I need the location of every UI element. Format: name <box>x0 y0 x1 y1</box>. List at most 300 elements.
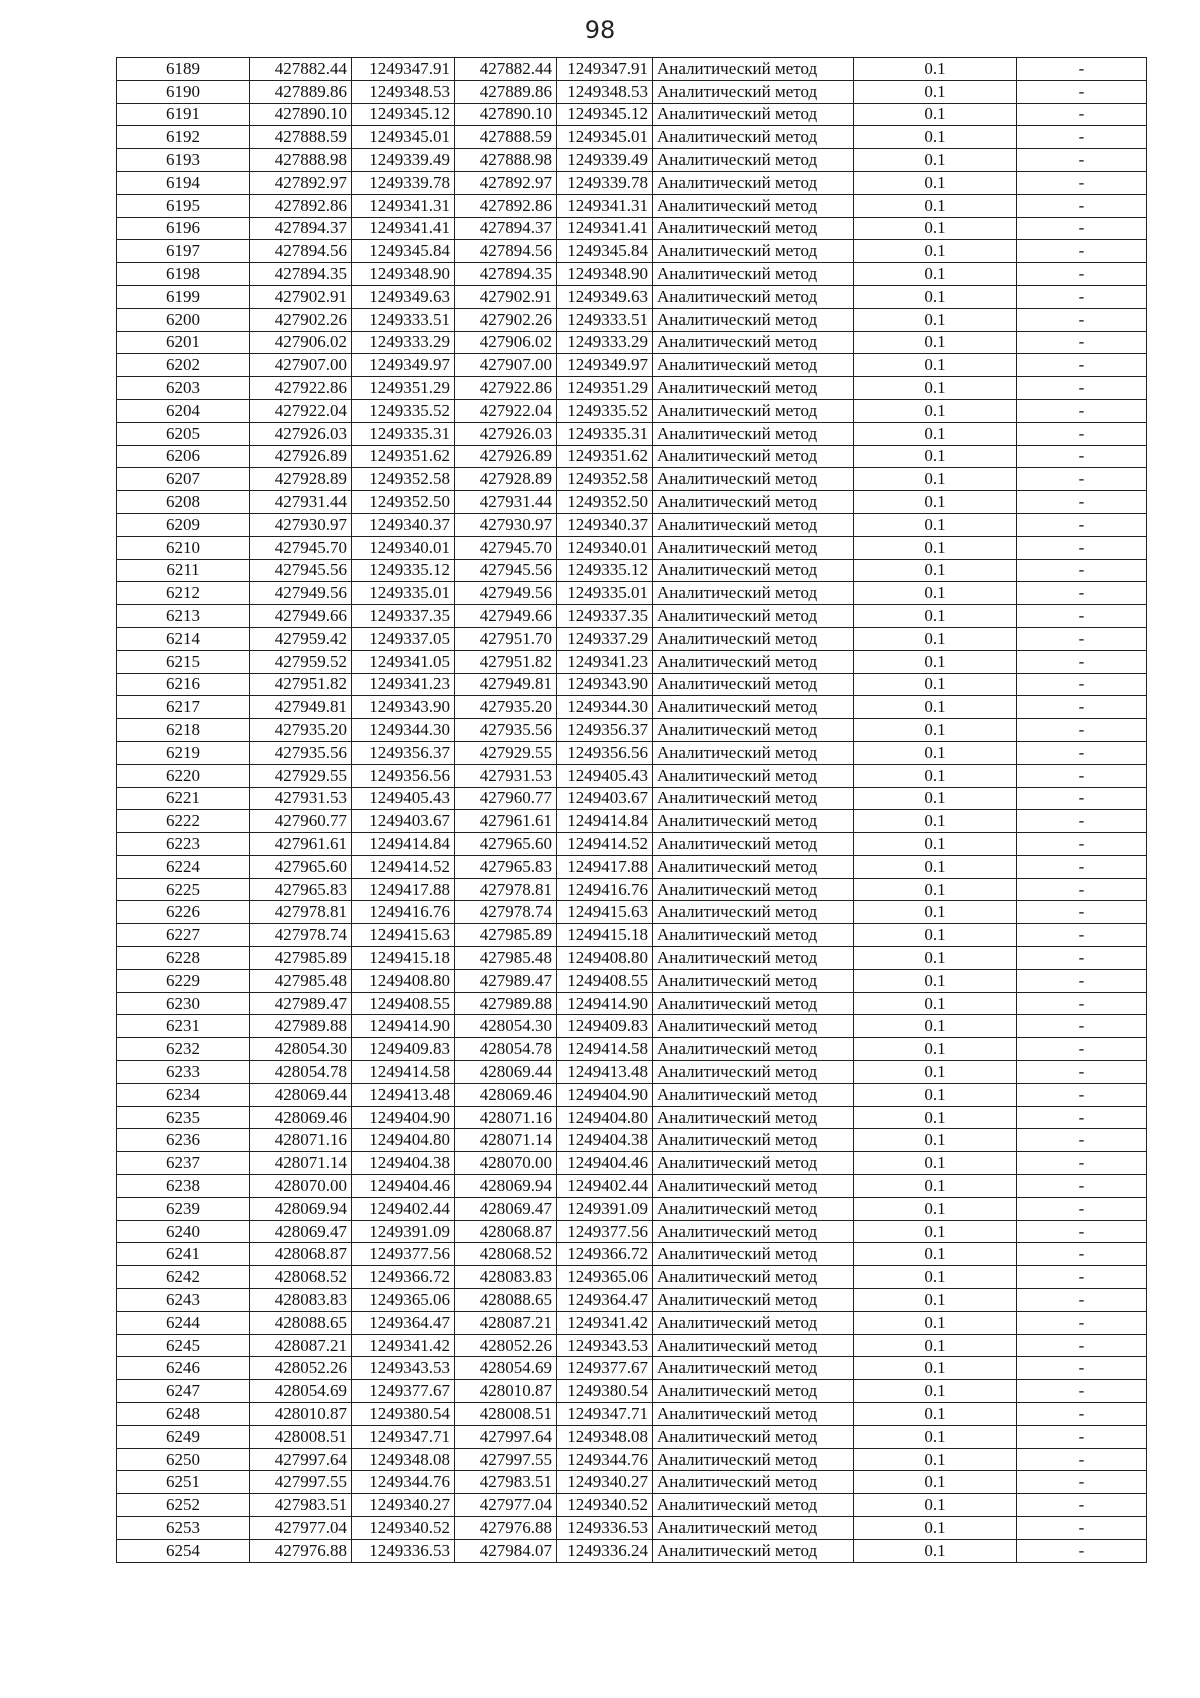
y-new-cell: 1249408.80 <box>557 947 653 970</box>
x-new-cell: 428054.30 <box>455 1015 557 1038</box>
y-old-cell: 1249341.31 <box>352 194 455 217</box>
x-old-cell: 427889.86 <box>250 80 352 103</box>
x-old-cell: 428088.65 <box>250 1311 352 1334</box>
note-cell: - <box>1017 1357 1147 1380</box>
x-old-cell: 427945.70 <box>250 536 352 559</box>
point-number-cell: 6209 <box>117 513 250 536</box>
method-cell: Аналитический метод <box>653 103 854 126</box>
x-old-cell: 427978.74 <box>250 924 352 947</box>
method-cell: Аналитический метод <box>653 80 854 103</box>
y-old-cell: 1249414.52 <box>352 855 455 878</box>
y-new-cell: 1249343.90 <box>557 673 653 696</box>
accuracy-cell: 0.1 <box>854 1448 1017 1471</box>
method-cell: Аналитический метод <box>653 217 854 240</box>
x-old-cell: 427985.48 <box>250 969 352 992</box>
y-new-cell: 1249405.43 <box>557 764 653 787</box>
note-cell: - <box>1017 582 1147 605</box>
y-old-cell: 1249352.50 <box>352 491 455 514</box>
table-row <box>117 787 1147 810</box>
point-number-cell: 6207 <box>117 468 250 491</box>
y-new-cell: 1249413.48 <box>557 1061 653 1084</box>
y-old-cell: 1249402.44 <box>352 1197 455 1220</box>
y-new-cell: 1249404.38 <box>557 1129 653 1152</box>
x-new-cell: 427985.89 <box>455 924 557 947</box>
y-new-cell: 1249377.56 <box>557 1220 653 1243</box>
note-cell: - <box>1017 1334 1147 1357</box>
note-cell: - <box>1017 947 1147 970</box>
table-row <box>117 308 1147 331</box>
table-row <box>117 1289 1147 1312</box>
point-number-cell: 6197 <box>117 240 250 263</box>
y-old-cell: 1249337.05 <box>352 627 455 650</box>
x-new-cell: 427965.60 <box>455 833 557 856</box>
y-old-cell: 1249415.63 <box>352 924 455 947</box>
x-new-cell: 427907.00 <box>455 354 557 377</box>
point-number-cell: 6223 <box>117 833 250 856</box>
note-cell: - <box>1017 149 1147 172</box>
table-row <box>117 445 1147 468</box>
y-new-cell: 1249417.88 <box>557 855 653 878</box>
method-cell: Аналитический метод <box>653 1038 854 1061</box>
table-row <box>117 719 1147 742</box>
table-row <box>117 1220 1147 1243</box>
y-old-cell: 1249347.91 <box>352 58 455 81</box>
x-old-cell: 427882.44 <box>250 58 352 81</box>
y-new-cell: 1249391.09 <box>557 1197 653 1220</box>
note-cell: - <box>1017 650 1147 673</box>
table-row <box>117 741 1147 764</box>
x-new-cell: 428054.78 <box>455 1038 557 1061</box>
method-cell: Аналитический метод <box>653 650 854 673</box>
accuracy-cell: 0.1 <box>854 627 1017 650</box>
x-new-cell: 428052.26 <box>455 1334 557 1357</box>
x-old-cell: 428069.46 <box>250 1106 352 1129</box>
method-cell: Аналитический метод <box>653 1266 854 1289</box>
x-old-cell: 427965.83 <box>250 878 352 901</box>
x-old-cell: 428054.78 <box>250 1061 352 1084</box>
method-cell: Аналитический метод <box>653 673 854 696</box>
y-old-cell: 1249348.90 <box>352 263 455 286</box>
table-row <box>117 878 1147 901</box>
point-number-cell: 6245 <box>117 1334 250 1357</box>
y-old-cell: 1249345.01 <box>352 126 455 149</box>
y-old-cell: 1249352.58 <box>352 468 455 491</box>
note-cell: - <box>1017 1220 1147 1243</box>
note-cell: - <box>1017 1403 1147 1426</box>
point-number-cell: 6251 <box>117 1471 250 1494</box>
note-cell: - <box>1017 627 1147 650</box>
accuracy-cell: 0.1 <box>854 1175 1017 1198</box>
y-new-cell: 1249409.83 <box>557 1015 653 1038</box>
method-cell: Аналитический метод <box>653 764 854 787</box>
y-new-cell: 1249404.90 <box>557 1083 653 1106</box>
method-cell: Аналитический метод <box>653 536 854 559</box>
point-number-cell: 6206 <box>117 445 250 468</box>
note-cell: - <box>1017 1197 1147 1220</box>
x-new-cell: 428054.69 <box>455 1357 557 1380</box>
accuracy-cell: 0.1 <box>854 810 1017 833</box>
point-number-cell: 6249 <box>117 1425 250 1448</box>
point-number-cell: 6244 <box>117 1311 250 1334</box>
y-old-cell: 1249414.58 <box>352 1061 455 1084</box>
note-cell: - <box>1017 263 1147 286</box>
y-new-cell: 1249366.72 <box>557 1243 653 1266</box>
y-old-cell: 1249340.52 <box>352 1517 455 1540</box>
accuracy-cell: 0.1 <box>854 217 1017 240</box>
x-old-cell: 427961.61 <box>250 833 352 856</box>
y-new-cell: 1249416.76 <box>557 878 653 901</box>
x-old-cell: 427894.37 <box>250 217 352 240</box>
y-new-cell: 1249414.52 <box>557 833 653 856</box>
x-old-cell: 427926.03 <box>250 422 352 445</box>
y-new-cell: 1249348.90 <box>557 263 653 286</box>
accuracy-cell: 0.1 <box>854 719 1017 742</box>
y-old-cell: 1249351.62 <box>352 445 455 468</box>
accuracy-cell: 0.1 <box>854 559 1017 582</box>
accuracy-cell: 0.1 <box>854 1220 1017 1243</box>
point-number-cell: 6254 <box>117 1539 250 1562</box>
y-old-cell: 1249345.84 <box>352 240 455 263</box>
y-new-cell: 1249344.76 <box>557 1448 653 1471</box>
table-row <box>117 103 1147 126</box>
note-cell: - <box>1017 1517 1147 1540</box>
y-new-cell: 1249380.54 <box>557 1380 653 1403</box>
method-cell: Аналитический метод <box>653 559 854 582</box>
accuracy-cell: 0.1 <box>854 741 1017 764</box>
method-cell: Аналитический метод <box>653 422 854 445</box>
method-cell: Аналитический метод <box>653 445 854 468</box>
accuracy-cell: 0.1 <box>854 103 1017 126</box>
x-new-cell: 427931.44 <box>455 491 557 514</box>
x-old-cell: 428069.94 <box>250 1197 352 1220</box>
accuracy-cell: 0.1 <box>854 1197 1017 1220</box>
y-old-cell: 1249339.78 <box>352 171 455 194</box>
page-number: 98 <box>584 16 616 44</box>
y-old-cell: 1249343.53 <box>352 1357 455 1380</box>
method-cell: Аналитический метод <box>653 627 854 650</box>
note-cell: - <box>1017 764 1147 787</box>
table-row <box>117 650 1147 673</box>
y-new-cell: 1249341.23 <box>557 650 653 673</box>
table-row <box>117 377 1147 400</box>
method-cell: Аналитический метод <box>653 1083 854 1106</box>
accuracy-cell: 0.1 <box>854 1152 1017 1175</box>
y-new-cell: 1249414.58 <box>557 1038 653 1061</box>
x-old-cell: 427931.44 <box>250 491 352 514</box>
method-cell: Аналитический метод <box>653 1220 854 1243</box>
table-row <box>117 1175 1147 1198</box>
point-number-cell: 6190 <box>117 80 250 103</box>
method-cell: Аналитический метод <box>653 1334 854 1357</box>
accuracy-cell: 0.1 <box>854 331 1017 354</box>
y-old-cell: 1249414.84 <box>352 833 455 856</box>
method-cell: Аналитический метод <box>653 263 854 286</box>
method-cell: Аналитический метод <box>653 1539 854 1562</box>
table-row <box>117 1448 1147 1471</box>
note-cell: - <box>1017 1471 1147 1494</box>
note-cell: - <box>1017 536 1147 559</box>
method-cell: Аналитический метод <box>653 833 854 856</box>
y-old-cell: 1249417.88 <box>352 878 455 901</box>
accuracy-cell: 0.1 <box>854 399 1017 422</box>
table-row <box>117 810 1147 833</box>
y-old-cell: 1249335.52 <box>352 399 455 422</box>
table-row <box>117 855 1147 878</box>
note-cell: - <box>1017 1129 1147 1152</box>
accuracy-cell: 0.1 <box>854 833 1017 856</box>
point-number-cell: 6198 <box>117 263 250 286</box>
y-old-cell: 1249340.27 <box>352 1494 455 1517</box>
accuracy-cell: 0.1 <box>854 696 1017 719</box>
x-new-cell: 428069.46 <box>455 1083 557 1106</box>
x-old-cell: 427989.47 <box>250 992 352 1015</box>
point-number-cell: 6241 <box>117 1243 250 1266</box>
y-old-cell: 1249333.29 <box>352 331 455 354</box>
point-number-cell: 6226 <box>117 901 250 924</box>
note-cell: - <box>1017 1425 1147 1448</box>
x-old-cell: 427945.56 <box>250 559 352 582</box>
point-number-cell: 6193 <box>117 149 250 172</box>
x-old-cell: 427989.88 <box>250 1015 352 1038</box>
point-number-cell: 6191 <box>117 103 250 126</box>
y-old-cell: 1249409.83 <box>352 1038 455 1061</box>
accuracy-cell: 0.1 <box>854 285 1017 308</box>
point-number-cell: 6230 <box>117 992 250 1015</box>
table-row <box>117 1517 1147 1540</box>
table-row <box>117 1129 1147 1152</box>
y-old-cell: 1249341.23 <box>352 673 455 696</box>
table-row <box>117 992 1147 1015</box>
table-row <box>117 559 1147 582</box>
method-cell: Аналитический метод <box>653 719 854 742</box>
x-old-cell: 427951.82 <box>250 673 352 696</box>
point-number-cell: 6238 <box>117 1175 250 1198</box>
x-new-cell: 427949.66 <box>455 605 557 628</box>
accuracy-cell: 0.1 <box>854 787 1017 810</box>
accuracy-cell: 0.1 <box>854 1425 1017 1448</box>
x-new-cell: 427951.82 <box>455 650 557 673</box>
x-new-cell: 427888.98 <box>455 149 557 172</box>
x-old-cell: 428008.51 <box>250 1425 352 1448</box>
point-number-cell: 6236 <box>117 1129 250 1152</box>
x-old-cell: 427959.52 <box>250 650 352 673</box>
y-old-cell: 1249347.71 <box>352 1425 455 1448</box>
method-cell: Аналитический метод <box>653 149 854 172</box>
x-old-cell: 427985.89 <box>250 947 352 970</box>
y-new-cell: 1249364.47 <box>557 1289 653 1312</box>
method-cell: Аналитический метод <box>653 491 854 514</box>
accuracy-cell: 0.1 <box>854 1015 1017 1038</box>
y-old-cell: 1249340.37 <box>352 513 455 536</box>
accuracy-cell: 0.1 <box>854 513 1017 536</box>
accuracy-cell: 0.1 <box>854 855 1017 878</box>
x-new-cell: 428068.87 <box>455 1220 557 1243</box>
y-new-cell: 1249339.78 <box>557 171 653 194</box>
x-old-cell: 428054.30 <box>250 1038 352 1061</box>
method-cell: Аналитический метод <box>653 58 854 81</box>
table-row <box>117 399 1147 422</box>
y-new-cell: 1249343.53 <box>557 1334 653 1357</box>
accuracy-cell: 0.1 <box>854 582 1017 605</box>
method-cell: Аналитический метод <box>653 1175 854 1198</box>
x-new-cell: 427985.48 <box>455 947 557 970</box>
method-cell: Аналитический метод <box>653 1403 854 1426</box>
y-old-cell: 1249408.80 <box>352 969 455 992</box>
x-new-cell: 428088.65 <box>455 1289 557 1312</box>
method-cell: Аналитический метод <box>653 741 854 764</box>
point-number-cell: 6215 <box>117 650 250 673</box>
note-cell: - <box>1017 878 1147 901</box>
point-number-cell: 6248 <box>117 1403 250 1426</box>
x-old-cell: 428068.52 <box>250 1266 352 1289</box>
note-cell: - <box>1017 513 1147 536</box>
accuracy-cell: 0.1 <box>854 1038 1017 1061</box>
y-new-cell: 1249414.90 <box>557 992 653 1015</box>
note-cell: - <box>1017 810 1147 833</box>
table-row <box>117 1197 1147 1220</box>
y-old-cell: 1249344.30 <box>352 719 455 742</box>
table-row <box>117 1494 1147 1517</box>
note-cell: - <box>1017 992 1147 1015</box>
x-old-cell: 427949.66 <box>250 605 352 628</box>
note-cell: - <box>1017 399 1147 422</box>
accuracy-cell: 0.1 <box>854 1083 1017 1106</box>
y-old-cell: 1249337.35 <box>352 605 455 628</box>
y-new-cell: 1249349.97 <box>557 354 653 377</box>
note-cell: - <box>1017 1061 1147 1084</box>
note-cell: - <box>1017 605 1147 628</box>
point-number-cell: 6221 <box>117 787 250 810</box>
y-old-cell: 1249404.90 <box>352 1106 455 1129</box>
y-new-cell: 1249340.01 <box>557 536 653 559</box>
y-new-cell: 1249349.63 <box>557 285 653 308</box>
x-old-cell: 427892.97 <box>250 171 352 194</box>
method-cell: Аналитический метод <box>653 377 854 400</box>
table-row <box>117 1061 1147 1084</box>
table-row <box>117 1425 1147 1448</box>
point-number-cell: 6232 <box>117 1038 250 1061</box>
table-row <box>117 1311 1147 1334</box>
method-cell: Аналитический метод <box>653 947 854 970</box>
accuracy-cell: 0.1 <box>854 947 1017 970</box>
x-new-cell: 427961.61 <box>455 810 557 833</box>
x-new-cell: 427906.02 <box>455 331 557 354</box>
accuracy-cell: 0.1 <box>854 126 1017 149</box>
method-cell: Аналитический метод <box>653 399 854 422</box>
x-old-cell: 427929.55 <box>250 764 352 787</box>
y-old-cell: 1249341.41 <box>352 217 455 240</box>
x-old-cell: 427959.42 <box>250 627 352 650</box>
accuracy-cell: 0.1 <box>854 992 1017 1015</box>
note-cell: - <box>1017 1015 1147 1038</box>
x-new-cell: 427935.56 <box>455 719 557 742</box>
table-row <box>117 1083 1147 1106</box>
point-number-cell: 6194 <box>117 171 250 194</box>
note-cell: - <box>1017 855 1147 878</box>
point-number-cell: 6211 <box>117 559 250 582</box>
x-old-cell: 427978.81 <box>250 901 352 924</box>
method-cell: Аналитический метод <box>653 285 854 308</box>
table-row <box>117 491 1147 514</box>
method-cell: Аналитический метод <box>653 1015 854 1038</box>
y-new-cell: 1249347.91 <box>557 58 653 81</box>
accuracy-cell: 0.1 <box>854 1357 1017 1380</box>
y-new-cell: 1249347.71 <box>557 1403 653 1426</box>
accuracy-cell: 0.1 <box>854 240 1017 263</box>
note-cell: - <box>1017 331 1147 354</box>
accuracy-cell: 0.1 <box>854 1129 1017 1152</box>
y-old-cell: 1249351.29 <box>352 377 455 400</box>
y-new-cell: 1249377.67 <box>557 1357 653 1380</box>
x-old-cell: 427977.04 <box>250 1517 352 1540</box>
point-number-cell: 6214 <box>117 627 250 650</box>
x-new-cell: 427989.47 <box>455 969 557 992</box>
x-new-cell: 427951.70 <box>455 627 557 650</box>
x-new-cell: 427888.59 <box>455 126 557 149</box>
x-old-cell: 428069.47 <box>250 1220 352 1243</box>
method-cell: Аналитический метод <box>653 354 854 377</box>
method-cell: Аналитический метод <box>653 1061 854 1084</box>
x-new-cell: 428069.94 <box>455 1175 557 1198</box>
method-cell: Аналитический метод <box>653 194 854 217</box>
x-old-cell: 427922.04 <box>250 399 352 422</box>
x-new-cell: 427890.10 <box>455 103 557 126</box>
point-number-cell: 6192 <box>117 126 250 149</box>
x-new-cell: 427902.26 <box>455 308 557 331</box>
y-new-cell: 1249365.06 <box>557 1266 653 1289</box>
table-row <box>117 194 1147 217</box>
method-cell: Аналитический метод <box>653 513 854 536</box>
y-new-cell: 1249340.37 <box>557 513 653 536</box>
method-cell: Аналитический метод <box>653 969 854 992</box>
x-old-cell: 427890.10 <box>250 103 352 126</box>
x-new-cell: 427922.04 <box>455 399 557 422</box>
method-cell: Аналитический метод <box>653 924 854 947</box>
point-number-cell: 6196 <box>117 217 250 240</box>
accuracy-cell: 0.1 <box>854 1266 1017 1289</box>
note-cell: - <box>1017 901 1147 924</box>
accuracy-cell: 0.1 <box>854 1289 1017 1312</box>
y-old-cell: 1249404.46 <box>352 1175 455 1198</box>
x-new-cell: 428087.21 <box>455 1311 557 1334</box>
table-row <box>117 58 1147 81</box>
point-number-cell: 6200 <box>117 308 250 331</box>
x-old-cell: 427935.20 <box>250 719 352 742</box>
y-old-cell: 1249343.90 <box>352 696 455 719</box>
table-row <box>117 149 1147 172</box>
y-old-cell: 1249404.80 <box>352 1129 455 1152</box>
point-number-cell: 6231 <box>117 1015 250 1038</box>
y-old-cell: 1249344.76 <box>352 1471 455 1494</box>
method-cell: Аналитический метод <box>653 1380 854 1403</box>
accuracy-cell: 0.1 <box>854 194 1017 217</box>
x-new-cell: 427984.07 <box>455 1539 557 1562</box>
x-new-cell: 427945.56 <box>455 559 557 582</box>
y-old-cell: 1249380.54 <box>352 1403 455 1426</box>
method-cell: Аналитический метод <box>653 992 854 1015</box>
y-old-cell: 1249335.12 <box>352 559 455 582</box>
note-cell: - <box>1017 1311 1147 1334</box>
x-new-cell: 427894.37 <box>455 217 557 240</box>
y-new-cell: 1249348.08 <box>557 1425 653 1448</box>
method-cell: Аналитический метод <box>653 1357 854 1380</box>
y-new-cell: 1249340.27 <box>557 1471 653 1494</box>
point-number-cell: 6235 <box>117 1106 250 1129</box>
point-number-cell: 6227 <box>117 924 250 947</box>
y-old-cell: 1249345.12 <box>352 103 455 126</box>
point-number-cell: 6224 <box>117 855 250 878</box>
note-cell: - <box>1017 308 1147 331</box>
